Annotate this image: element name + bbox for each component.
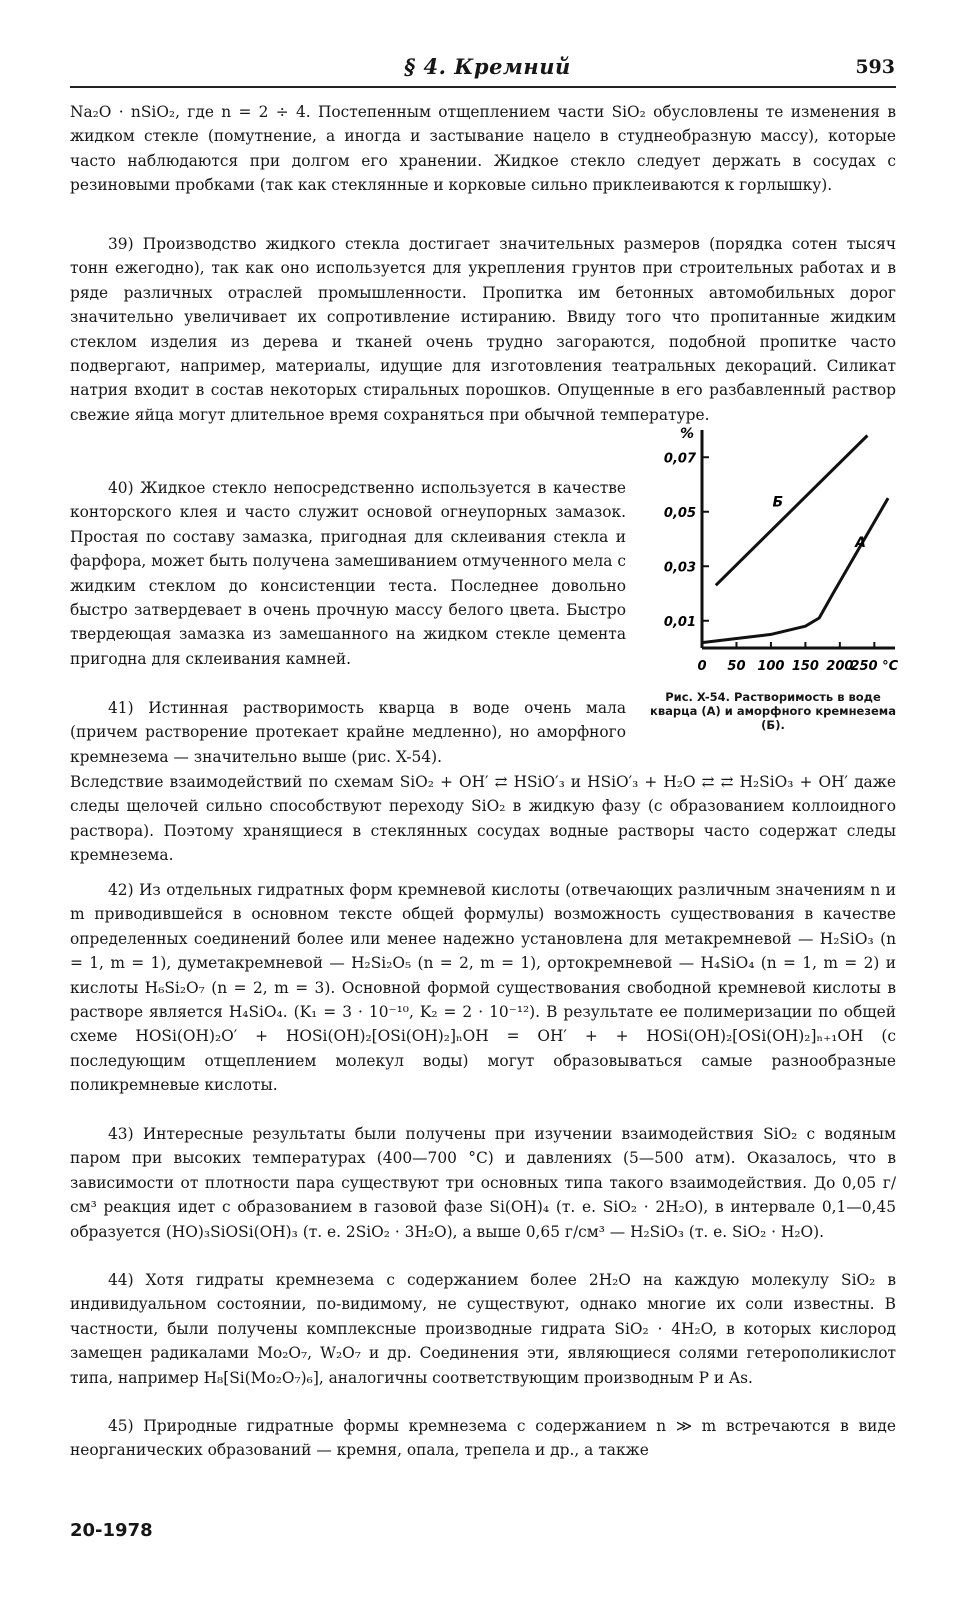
figure-caption: Рис. X-54. Растворимость в воде кварца (А) и аморфного кремнезема (Б).: [650, 690, 896, 732]
y-tick-label: 0,01: [663, 614, 696, 630]
paragraph-45: 45) Природные гидратные формы кремнезема с содержанием n ≫ m встречаются в виде неорганических образований — кремня, опала, трепела и др., а также: [70, 1417, 896, 1460]
y-tick-label: 0,05: [663, 505, 696, 521]
header-rule: [70, 86, 896, 88]
series-label-b: Б: [772, 494, 784, 511]
paragraph-41: 41) Истинная растворимость кварца в воде очень мала (причем растворение протекает крайне медленно), но аморфного кремнезема — значительно выше (рис. X-54).: [70, 699, 626, 766]
x-tick-label: 50: [727, 659, 746, 674]
y-tick-label: 0,03: [663, 560, 696, 576]
y-unit-label: %: [679, 426, 694, 442]
series-label-a: А: [855, 535, 866, 552]
page-number: 593: [855, 56, 895, 78]
paragraph-41-cont: Вследствие взаимодействий по схемам SiO₂ + OH′ ⇄ HSiO′₃ и HSiO′₃ + H₂O ⇄ ⇄ H₂SiO₃ + OH′ даже следы щелочей сильно способствуют переходу SiO₂ в жидкую фазу (с образованием коллоидного раствора). Поэтому хранящиеся в стеклянных сосудах водные растворы часто содержат следы кремнезема.: [70, 773, 896, 865]
x-tick-label: 100: [757, 659, 785, 674]
paragraph-39: 39) Производство жидкого стекла достигает значительных размеров (порядка сотен тысяч тонн ежегодно), так как оно используется для укрепления грунтов при строительных работах и в ряде различных отраслей промышленности. Пропитка им бетонных автомобильных дорог значительно увеличивает их сопротивление истиранию. Ввиду того что пропитанные жидким стеклом изделия из дерева и тканей очень трудно загораются, подобной пропитке часто подвергают, например, материалы, идущие для изготовления театральных декораций. Силикат натрия входит в состав некоторых стиральных порошков. Опущенные в его разбавленный раствор свежие яйца могут длительное время сохраняться при обычной температуре.: [70, 235, 896, 424]
x-tick-label: 250 °C: [850, 659, 899, 674]
series-line-b: [716, 436, 868, 586]
solubility-chart: [640, 418, 900, 680]
paragraph-intro: Na₂O · nSiO₂, где n = 2 ÷ 4. Постепенным отщеплением части SiO₂ обусловлены те изменения в жидком стекле (помутнение, а иногда и застывание нацело в студнеобразную массу), которые часто наблюдаются при долгом его хранении. Жидкое стекло следует держать в сосудах с резиновыми пробками (так как стеклянные и корковые сильно приклеиваются к горлышку).: [70, 103, 896, 195]
paragraph-42: 42) Из отдельных гидратных форм кремневой кислоты (отвечающих различным значениям n и m приводившейся в основном тексте общей формулы) возможность существования в качестве определенных соединений более или менее надежно установлена для метакремневой — H₂SiO₃ (n = 1, m = 1), думетакремневой — H₂Si₂O₅ (n = 2, m = 1), ортокремневой — H₄SiO₄ (n = 1, m = 2) и кислоты H₆Si₂O₇ (n = 2, m = 3). Основной формой существования свободной кремневой кислоты в растворе является H₄SiO₄. (K₁ = 3 · 10⁻¹⁰, K₂ = 2 · 10⁻¹²). В результате ее полимеризации по общей схеме HOSi(OH)₂O′ + HOSi(OH)₂[OSi(OH)₂]ₙOH = OH′ + + HOSi(OH)₂[OSi(OH)₂]ₙ₊₁OH (с последующим отщеплением молекул воды) могут образовываться самые разнообразные поликремневые кислоты.: [70, 881, 896, 1095]
x-tick-label: 0: [697, 659, 707, 674]
y-tick-label: 0,07: [663, 451, 696, 467]
paragraph-43: 43) Интересные результаты были получены при изучении взаимодействия SiO₂ с водяным паром при высоких температурах (400—700 °С) и давлениях (5—500 атм). Оказалось, что в зависимости от плотности пара существуют три основных типа такого взаимодействия. До 0,05 г/см³ реакция идет с образованием в газовой фазе Si(OH)₄ (т. е. SiO₂ · 2H₂O), в интервале 0,1—0,45 образуется (HO)₃SiOSi(OH)₃ (т. е. 2SiO₂ · 3H₂O), а выше 0,65 г/см³ — H₂SiO₃ (т. е. SiO₂ · H₂O).: [70, 1125, 896, 1241]
x-tick-label: 150: [791, 659, 819, 674]
running-header-title: § 4. Кремний: [404, 54, 571, 79]
paragraph-44: 44) Хотя гидраты кремнезема с содержанием более 2H₂O на каждую молекулу SiO₂ в индивидуальном состоянии, по-видимому, не существуют, однако многие их соли известны. В частности, были получены комплексные производные гидрата SiO₂ · 4H₂O, в которых кислород замещен радикалами Mo₂O₇, W₂O₇ и др. Соединения эти, являющиеся солями гетерополикислот типа, например H₈[Si(Mo₂O₇)₆], аналогичны соответствующим производным P и As.: [70, 1271, 896, 1387]
x-tick-label: 200: [826, 659, 854, 674]
signature-mark: 20-1978: [70, 1520, 153, 1541]
paragraph-40: 40) Жидкое стекло непосредственно используется в качестве конторского клея и часто служит основой огнеупорных замазок. Простая по составу замазка, пригодная для склеивания стекла и фарфора, может быть получена замешиванием отмученного мела с жидким стеклом до консистенции теста. Последнее довольно быстро затвердевает в очень прочную массу белого цвета. Быстро твердеющая замазка из замешанного на жидком стекле цемента пригодна для склеивания камней.: [70, 479, 626, 668]
